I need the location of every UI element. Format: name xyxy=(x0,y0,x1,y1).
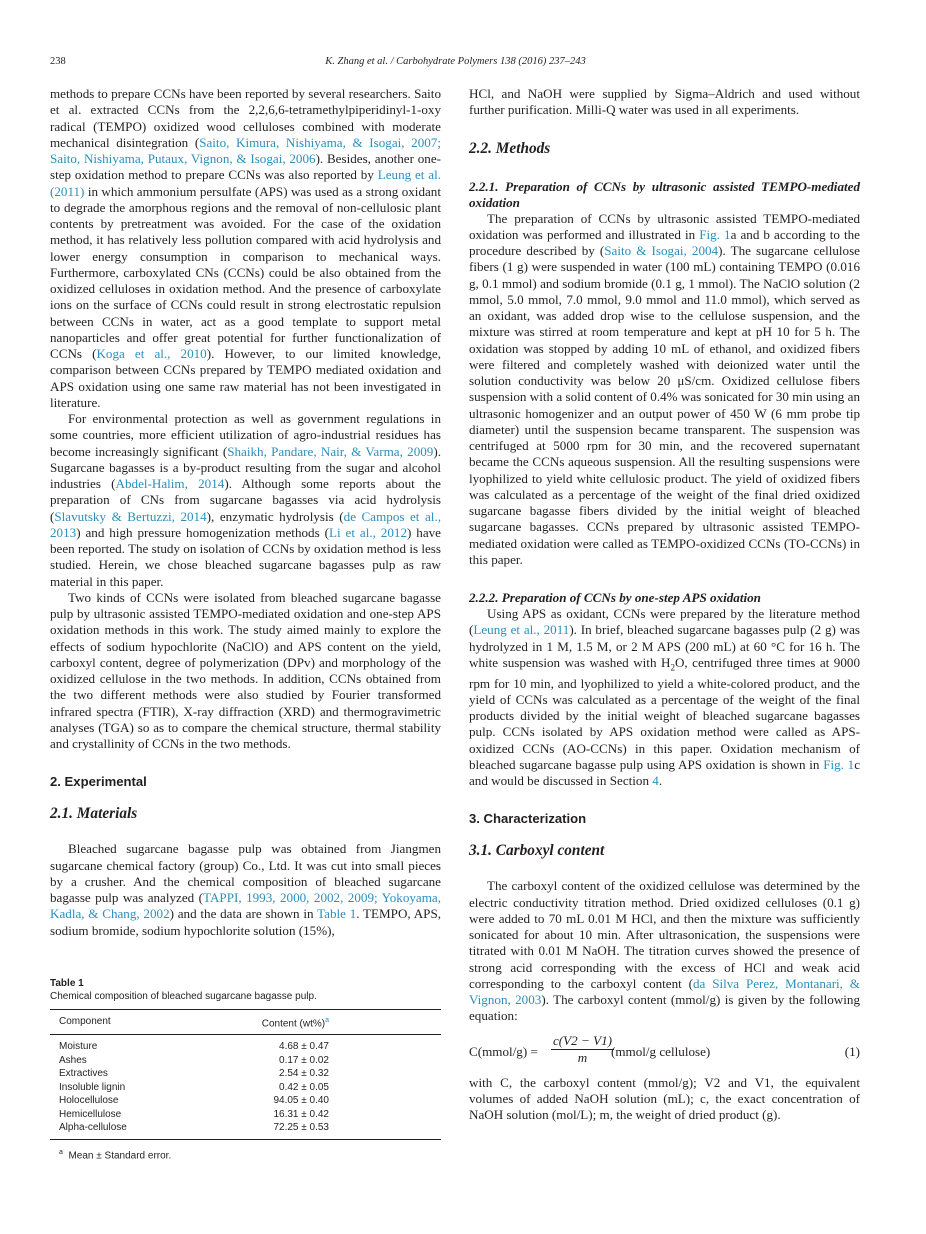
equation-fraction xyxy=(551,1033,614,1066)
carboxyl-paragraph: The carboxyl content of the oxidized cellulose was determined by the electric conductivity titration method. Dried oxidized celluloses (0.1 g) were added to 70 mL 0.01 M HCl, and then the mixture was sufficiently sonicated for about 10 min. After ultrasonication, the suspensions were titrated with 0.01 M NaOH. The titration curves showed the presence of strong acid corresponding with the excess of HCl and weak acid corresponding to the carboxyl content (da Silva Perez, Montanari, & Vignon, 2003). The carboxyl content (mmol/g) is given by the following equation: xyxy=(469,878,860,1024)
table-row: Insoluble lignin 0.42 ± 0.05 xyxy=(59,1081,329,1093)
equation-numerator: c(V2 − V1) xyxy=(553,1032,613,1048)
citation-link[interactable]: de Campos et al., 2013 xyxy=(50,508,441,540)
equation-1 xyxy=(469,1033,860,1073)
table-row: Hemicellulose 16.31 ± 0.42 xyxy=(59,1108,329,1120)
intro-paragraph-3: Two kinds of CCNs were isolated from bleached sugarcane bagasse pulp by ultrasonic assisted TEMPO-mediated oxidation and one-step APS oxidation methods in this work. The study aimed mainly to explore the effects of sodium hypochlorite (NaClO) and APS content on the yield, carboxyl content, degree of polymerization (DPv) and morphology of the oxidized cellulose in the two methods. In addition, CCNs obtained from the two different methods were also studied by Fourier transformed infrared spectra (FTIR), X-ray diffraction (XRD) and thermogravimetric analyses (TGA) so as to compare the chemical structure, thermal stability and crystallinity of CCNs in the two methods. xyxy=(50,589,441,751)
table-row: Alpha-cellulose 72.25 ± 0.53 xyxy=(59,1122,329,1134)
table-1 xyxy=(50,977,441,1162)
composition-table xyxy=(50,1009,441,1140)
citation-link[interactable]: Abdel-Halim, 2014 xyxy=(115,476,225,491)
equation-denominator: m xyxy=(577,1049,588,1065)
subsubsection-heading-tempo: 2.2.1. Preparation of CCNs by ultrasonic assisted TEMPO-mediated oxidation xyxy=(469,178,860,210)
column-header-content: Content $(wt\%)^a$ xyxy=(163,1009,441,1034)
table-label: Table 1 xyxy=(50,977,84,989)
citation-link[interactable]: Shaikh, Pandare, Nair, & Varma, 2009 xyxy=(227,443,434,459)
citation-link[interactable]: Saito, Kimura, Nishiyama, & Isogai, 2007; Saito, Nishiyama, Putaux, Vignon, & Isogai, 2006 xyxy=(50,134,441,166)
column-header-component: Component xyxy=(50,1009,163,1034)
equation-number: (1) xyxy=(844,1043,860,1059)
citation-link[interactable]: Slavutsky & Bertuzzi, 2014 xyxy=(54,508,207,524)
table-link[interactable]: Table 1 xyxy=(317,906,357,922)
citation-link[interactable]: da Silva Perez, Montanari, & Vignon, 2003 xyxy=(469,975,860,1008)
subsection-heading-materials: 2.1. Materials xyxy=(50,805,138,823)
citation-link[interactable]: TAPPI, 1993, 2000, 2002, 2009; Yokoyama, Kadla, & Chang, 2002 xyxy=(50,890,441,922)
table-row: Ashes 0.17 ± 0.02 xyxy=(59,1054,329,1066)
section-heading-characterization: 3. Characterization xyxy=(469,811,587,827)
equation-lhs: C(mmol/g) = xyxy=(469,1043,538,1059)
table-row: Holocellulose 94.05 ± 0.40 xyxy=(59,1095,329,1107)
aps-method-paragraph: Using APS as oxidant, CCNs were prepared by the literature method (Leung et al., 2011). In brief, bleached sugarcane bagasses pulp (2 g) was hydrolyzed in 1 M, 1.5 M, or 2 M APS (200 mL) at 60 °C for 16 h. The white suspension was washed with $H_2O$, centrifuged three times at 9000 rpm for 10 min, and lyophilized to yield a white-colored product, and the yield of CCNs was calculated as a percentage of the weight of the final products divided by the initial weight of bleached sugarcane bagasses pulp. CCNs isolated by APS oxidation method were called as APS-oxidized CCNs (AO-CCNs) in this paper. Oxidation mechanism of bleached sugarcane bagasse pulp using APS oxidation is shown in Fig. 1c and would be discussed in Section 4. xyxy=(469,606,861,789)
left-column xyxy=(50,86,441,1162)
page-header xyxy=(50,56,861,72)
figure-link[interactable]: Fig. 1 xyxy=(699,226,731,242)
footnote-mark[interactable]: a xyxy=(325,1016,329,1024)
citation-link[interactable]: Koga et al., 2010 xyxy=(96,346,207,361)
subsection-heading-carboxyl: 3.1. Carboxyl content xyxy=(469,842,605,860)
intro-paragraph-2: For environmental protection as well as government regulations in some countries, more efficient utilization of agro-industrial residues has become increasingly significant (Shaikh, Pandare, Nair, & Varma, 2009). Sugarcane bagasses is a by-product resulting from the sugar and alcohol industries (Abdel-Halim, 2014). Although some reports about the preparation of CNs from sugarcane bagasses via acid hydrolysis (Slavutsky & Bertuzzi, 2014), enzymatic hydrolysis (de Campos et al., 2013) and high pressure homogenization methods (Li et al., 2012) have been reported. The study on isolation of CCNs by oxidation method is less studied. Herein, we chose bleached sugarcane bagasses pulp as raw material in this paper. xyxy=(50,411,441,589)
tempo-method-paragraph: The preparation of CCNs by ultrasonic assisted TEMPO-mediated oxidation was performed and illustrated in Fig. 1a and b according to the procedure described by (Saito & Isogai, 2004). The sugarcane cellulose fibers (1 g) were suspended in water (100 mL) containing TEMPO (0.016 g, 0.1 mmol) and sodium bromide (0.1 g, 1 mmol). The NaClO solution (2 mmol, 5.0 mmol, 7.0 mmol, 9.0 mmol and 11.0 mmol), which served as an oxidant, was added drop wise to the cellulose suspension, and the mixture was stirred at room temperature and kept at pH 10 for 5 h. The oxidation was stopped by adding 10 mL of ethanol, and oxidized fibers were filtered and completely washed with deionized water until the solution conductivity was below 20 μS/cm. Oxidized cellulose fibers suspension with a solid content of 0.4% was sonicated for 30 min using an ultrasonic homogenizer and an output power of 450 W (6 mm probe tip diameter) until the suspension became transparent. The suspension was centrifuged at 5000 rpm for 30 min, and the recovered supernatant became the CCNs aqueous suspension. All the resulting suspensions were lyophilized to yield white cellulosic product. The yield of oxidized fibers was calculated as a percentage of the weight of the final dried oxidized sugarcane bagasse fibers divided by the initial weight of bleached sugarcane bagasses. CCNs prepared by ultrasonic assisted TEMPO-mediated oxidation were called as TEMPO-oxidized CCNs (TO-CCNs) in this paper. xyxy=(469,210,860,567)
table-caption: Chemical composition of bleached sugarcane bagasse pulp. xyxy=(50,990,317,1002)
subsubsection-heading-aps: 2.2.2. Preparation of CCNs by one-step APS oxidation xyxy=(469,590,761,605)
running-head: K. Zhang et al. / Carbohydrate Polymers 138 (2016) 237–243 xyxy=(325,56,586,67)
section-link[interactable]: 4 xyxy=(652,773,659,789)
table-row: Extractives 2.54 ± 0.32 xyxy=(59,1068,329,1080)
page-number: 238 xyxy=(50,56,66,67)
citation-link[interactable]: Leung et al., 2011 xyxy=(473,622,570,638)
section-heading-experimental: 2. Experimental xyxy=(50,774,147,790)
intro-paragraph-1: methods to prepare CCNs have been reported by several researchers. Saito et al. extracted CCNs from the 2,2,6,6-tetramethylpiperidinyl-1-oxy radical (TEMPO) oxidized wood celluloses combined with moderate mechanical disintegration (Saito, Kimura, Nishiyama, & Isogai, 2007; Saito, Nishiyama, Putaux, Vignon, & Isogai, 2006). Besides, another one-step oxidation method to prepare CCNs was also reported by Leung et al. (2011) in which ammonium persulfate (APS) was used as a strong oxidant to degrade the amorphous regions and the removal of non-cellulosic plant contents by pretreatment was avoided. For the case of the oxidation method, it has relatively less pollution compared with acid hydrolysis and lower energy consumption in comparison to mechanical ways. Furthermore, carboxylated CNs (CCNs) could be also obtained from the oxidized celluloses in oxidation method. And the presence of carboxylate ions on the surface of CCNs could result in strong electrostatic repulsion between CCNs in water, act as a good template to support metal nanoparticles and offer great potential for further functionalization of CCNs (Koga et al., 2010). However, to our limited knowledge, comparison between CCNs prepared by TEMPO mediated oxidation and APS oxidation using one same raw material has not been investigated in literature. xyxy=(50,86,441,410)
equation-legend-paragraph: with C, the carboxyl content (mmol/g); V2 and V1, the equivalent volumes of added NaOH solution (mL); c, the exact concentration of NaOH solution (mol/L); m, the weight of dried product (g). xyxy=(469,1074,860,1123)
citation-link[interactable]: Li et al., 2012 xyxy=(328,524,407,540)
materials-paragraph-continued: HCl, and NaOH were supplied by Sigma–Aldrich and used without further purification. Milli-Q water was used in all experiments. xyxy=(469,86,860,118)
materials-paragraph: Bleached sugarcane bagasse pulp was obtained from Jiangmen sugarcane chemical factory (group) Co., Ltd. It was cut into small pieces by a crusher. And the chemical composition of bleached sugarcane bagasse pulp was analyzed (TAPPI, 1993, 2000, 2002, 2009; Yokoyama, Kadla, & Chang, 2002) and the data are shown in Table 1. TEMPO, APS, sodium bromide, sodium hypochlorite solution (15%), xyxy=(50,841,442,938)
right-column xyxy=(469,86,860,1123)
subsection-heading-methods: 2.2. Methods xyxy=(469,139,551,157)
citation-link[interactable]: Leung et al. (2011) xyxy=(50,167,441,199)
equation-unit: (mmol/g cellulose) xyxy=(611,1043,711,1059)
figure-link[interactable]: Fig. 1 xyxy=(823,756,855,772)
table-row: Moisture 4.68 ± 0.47 xyxy=(59,1041,329,1053)
citation-link[interactable]: Saito & Isogai, 2004 xyxy=(604,243,719,258)
table-footnote: $^a$ Mean ± Standard error. xyxy=(59,1148,172,1161)
